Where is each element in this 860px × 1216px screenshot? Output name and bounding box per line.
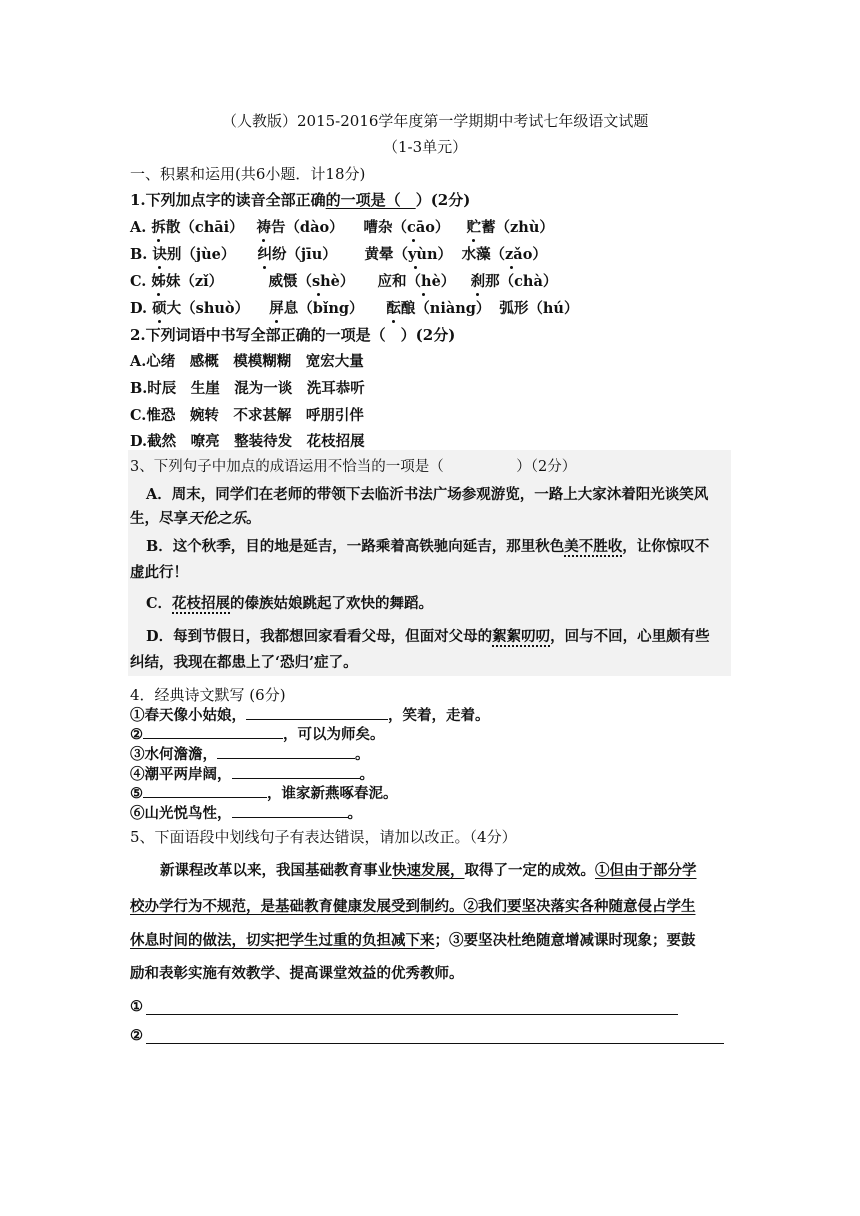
idiom-huazhizhaozhan: 花枝招展 xyxy=(172,595,231,612)
q3-option-b-line1: B．这个秋季，目的地是延吉，一路乘着高铁驰向延吉，那里秋色美不胜收，让你惊叹不 xyxy=(146,538,710,555)
section-heading: 一、积累和运用(共6小题．计18分) xyxy=(130,165,366,183)
answer-2-line[interactable] xyxy=(146,1043,724,1044)
q5-paragraph-line1: 新课程改革以来，我国基础教育事业快速发展，取得了一定的成效。①但由于部分学 xyxy=(160,862,697,879)
q4-item-4: ④潮平两岸阔， 。 xyxy=(130,766,374,783)
q5-paragraph-line3: 休息时间的做法，切实把学生过重的负担减下来；③要坚决杜绝随意增减课时现象；要鼓 xyxy=(130,932,696,949)
q1-option-b: B. 诀别（jùe） 纠纷（jīu） 黄晕（yùn） 水藻（zǎo） xyxy=(130,243,547,264)
idiom-meibushengshou: 美不胜收 xyxy=(564,538,623,555)
blank-3[interactable] xyxy=(217,746,355,759)
q4-item-3: ③水何澹澹， 。 xyxy=(130,746,370,763)
q5-paragraph-line2: 校办学行为不规范，是基础教育健康发展受到制约。②我们要坚决落实各种随意侵占学生 xyxy=(130,898,696,915)
q5-paragraph-line4: 励和表彰实施有效教学、提高课堂效益的优秀教师。 xyxy=(130,965,464,982)
q2-option-c: C.惟恐 婉转 不求甚解 呼朋引伴 xyxy=(130,407,364,424)
q1-option-d: D. 硕大（shuò） 屏息（bǐng） 酝酿（niàng） 弧形（hú） xyxy=(130,297,578,318)
idiom-xuxudaodao: 絮絮叨叨 xyxy=(492,628,551,645)
q3-option-c: C．花枝招展的傣族姑娘跳起了欢快的舞蹈。 xyxy=(146,595,434,612)
q4-item-5: ⑤ ，谁家新燕啄春泥。 xyxy=(130,785,398,802)
q3-option-b-line2: 虚此行！ xyxy=(130,564,188,581)
answer-1-line[interactable] xyxy=(146,1014,678,1015)
q2-option-a: A.心绪 感概 模模糊糊 宽宏大量 xyxy=(130,353,364,370)
q3-option-a-line2: 生，尽享天伦之乐。 xyxy=(130,510,261,527)
q4-item-6: ⑥山光悦鸟性， 。 xyxy=(130,805,362,822)
q3-option-a-line1: A．周末，同学们在老师的带领下去临沂书法广场参观游览，一路上大家沐着阳光谈笑风 xyxy=(146,486,709,503)
blank-4[interactable] xyxy=(232,766,360,779)
q2-option-d: D.截然 嘹亮 整装待发 花枝招展 xyxy=(130,433,365,450)
blank-5[interactable] xyxy=(143,785,267,798)
blank-2[interactable] xyxy=(143,726,283,739)
q3-option-d-line2: 纠结，我现在都患上了‘恐归’症了。 xyxy=(130,654,358,671)
page-title: （人教版）2015-2016学年度第一学期期中考试七年级语文试题 xyxy=(222,112,649,130)
blank-6[interactable] xyxy=(232,805,348,818)
question-5-stem: 5、下面语段中划线句子有表达错误，请加以改正。（4分） xyxy=(130,828,517,846)
question-3-stem: 3、下列句子中加点的成语运用不恰当的一项是（ ）（2分） xyxy=(130,459,577,475)
q4-item-1: ①春天像小姑娘， ，笑着，走着。 xyxy=(130,707,490,724)
question-4-stem: 4．经典诗文默写 (6分) xyxy=(130,686,286,704)
q3-option-d-line1: D．每到节假日，我都想回家看看父母，但面对父母的絮絮叨叨，回与不回，心里颇有些 xyxy=(146,628,710,645)
q1-option-a: A. 拆散（chāi） 祷告（dào） 嘈杂（cāo） 贮蓄（zhù） xyxy=(130,216,554,237)
answer-2-label: ② xyxy=(130,1027,143,1044)
blank-1[interactable] xyxy=(246,707,388,720)
page-subtitle: （1-3单元） xyxy=(383,138,468,156)
q1-option-c: C. 姊妹（zǐ） 威慑（shè） 应和（hè） 刹那（chà） xyxy=(130,270,557,291)
answer-1-label: ① xyxy=(130,998,143,1015)
q2-option-b: B.时辰 生崖 混为一谈 洗耳恭听 xyxy=(130,380,365,397)
question-1-stem: 1.下列加点字的读音全部正确的一项是（ ）(2分) xyxy=(130,191,471,209)
q4-item-2: ② ，可以为师矣。 xyxy=(130,726,385,743)
question-2-stem: 2.下列词语中书写全部正确的一项是（ ）(2分) xyxy=(130,326,456,344)
